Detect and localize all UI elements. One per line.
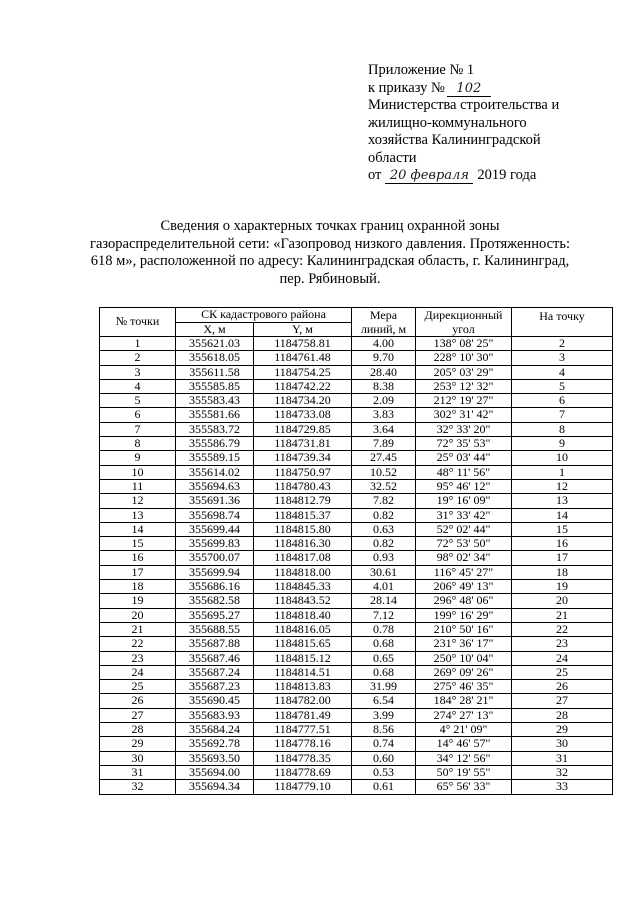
cell-to-point: 27 <box>512 694 613 708</box>
cell-length: 3.64 <box>352 422 416 436</box>
cell-y: 1184843.52 <box>254 594 352 608</box>
cell-length: 30.61 <box>352 565 416 579</box>
cell-point: 28 <box>100 723 176 737</box>
cell-point: 6 <box>100 408 176 422</box>
cell-to-point: 17 <box>512 551 613 565</box>
cell-to-point: 18 <box>512 565 613 579</box>
cell-angle: 210° 50' 16" <box>416 622 512 636</box>
cell-y: 1184733.08 <box>254 408 352 422</box>
cell-length: 28.40 <box>352 365 416 379</box>
cell-to-point: 28 <box>512 708 613 722</box>
appendix-label: Приложение № 1 <box>368 62 475 78</box>
cell-angle: 50° 19' 55" <box>416 765 512 779</box>
cell-y: 1184818.40 <box>254 608 352 622</box>
cell-length: 4.01 <box>352 580 416 594</box>
table-row <box>100 780 613 794</box>
cell-to-point: 26 <box>512 680 613 694</box>
cell-to-point: 8 <box>512 422 613 436</box>
col-header-sk: СК кадастрового района <box>176 308 352 323</box>
table-row <box>100 451 613 465</box>
title-line-4: пер. Рябиновый. <box>279 270 381 287</box>
cell-x: 355692.78 <box>176 737 254 751</box>
boundary-points-table <box>99 307 613 795</box>
cell-x: 355683.93 <box>176 708 254 722</box>
cell-length: 2.09 <box>352 394 416 408</box>
cell-point: 18 <box>100 580 176 594</box>
col-header-y: Y, м <box>254 322 352 337</box>
cell-point: 23 <box>100 651 176 665</box>
cell-angle: 250° 10' 04" <box>416 651 512 665</box>
cell-length: 28.14 <box>352 594 416 608</box>
cell-angle: 34° 12' 56" <box>416 751 512 765</box>
table-row <box>100 422 613 436</box>
cell-x: 355699.94 <box>176 565 254 579</box>
cell-angle: 72° 35' 53" <box>416 437 512 451</box>
cell-x: 355699.83 <box>176 537 254 551</box>
table-row <box>100 551 613 565</box>
cell-x: 355699.44 <box>176 522 254 536</box>
table-row <box>100 680 613 694</box>
table-row <box>100 637 613 651</box>
cell-x: 355694.63 <box>176 479 254 493</box>
cell-point: 1 <box>100 337 176 351</box>
cell-x: 355581.66 <box>176 408 254 422</box>
cell-y: 1184815.65 <box>254 637 352 651</box>
table-row <box>100 723 613 737</box>
table-row <box>100 351 613 365</box>
cell-y: 1184815.80 <box>254 522 352 536</box>
cell-x: 355687.23 <box>176 680 254 694</box>
cell-point: 15 <box>100 537 176 551</box>
table-row <box>100 537 613 551</box>
cell-x: 355687.46 <box>176 651 254 665</box>
table-row <box>100 365 613 379</box>
title-line-1: Сведения о характерных точках границ охранной зоны <box>160 218 500 234</box>
cell-angle: 269° 09' 26" <box>416 665 512 679</box>
cell-point: 3 <box>100 365 176 379</box>
cell-length: 6.54 <box>352 694 416 708</box>
cell-to-point: 9 <box>512 437 613 451</box>
cell-angle: 98° 02' 34" <box>416 551 512 565</box>
cell-length: 7.89 <box>352 437 416 451</box>
ministry-line-4: области <box>368 149 417 166</box>
cell-angle: 52° 02' 44" <box>416 522 512 536</box>
appendix-header <box>368 62 618 185</box>
cell-to-point: 24 <box>512 651 613 665</box>
handwritten-order-number: 102 <box>447 82 491 97</box>
cell-to-point: 13 <box>512 494 613 508</box>
cell-x: 355688.55 <box>176 622 254 636</box>
cell-point: 8 <box>100 437 176 451</box>
cell-y: 1184758.81 <box>254 337 352 351</box>
cell-angle: 205° 03' 29" <box>416 365 512 379</box>
table-row <box>100 494 613 508</box>
cell-x: 355586.79 <box>176 437 254 451</box>
table-row <box>100 479 613 493</box>
cell-length: 4.00 <box>352 337 416 351</box>
cell-y: 1184729.85 <box>254 422 352 436</box>
cell-to-point: 23 <box>512 637 613 651</box>
cell-length: 0.68 <box>352 637 416 651</box>
cell-y: 1184845.33 <box>254 580 352 594</box>
cell-point: 4 <box>100 379 176 393</box>
cell-length: 0.93 <box>352 551 416 565</box>
cell-angle: 274° 27' 13" <box>416 708 512 722</box>
cell-angle: 65° 56' 33" <box>416 780 512 794</box>
cell-angle: 253° 12' 32" <box>416 379 512 393</box>
table-row <box>100 408 613 422</box>
cell-angle: 48° 11' 56" <box>416 465 512 479</box>
cell-y: 1184812.79 <box>254 494 352 508</box>
table-row <box>100 665 613 679</box>
cell-angle: 25° 03' 44" <box>416 451 512 465</box>
cell-to-point: 1 <box>512 465 613 479</box>
cell-angle: 19° 16' 09" <box>416 494 512 508</box>
cell-point: 29 <box>100 737 176 751</box>
cell-to-point: 32 <box>512 765 613 779</box>
cell-angle: 275° 46' 35" <box>416 680 512 694</box>
handwritten-date: 20 февраля <box>385 169 473 184</box>
cell-angle: 231° 36' 17" <box>416 637 512 651</box>
title-line-2: газораспределительной сети: «Газопровод низкого давления. Протяженность: <box>90 235 570 252</box>
cell-x: 355690.45 <box>176 694 254 708</box>
cell-to-point: 12 <box>512 479 613 493</box>
cell-length: 0.61 <box>352 780 416 794</box>
cell-length: 0.68 <box>352 665 416 679</box>
table-row <box>100 565 613 579</box>
cell-y: 1184814.51 <box>254 665 352 679</box>
cell-x: 355686.16 <box>176 580 254 594</box>
cell-point: 7 <box>100 422 176 436</box>
cell-to-point: 6 <box>512 394 613 408</box>
cell-x: 355691.36 <box>176 494 254 508</box>
col-header-angle: Дирекционный угол <box>416 308 512 337</box>
cell-point: 10 <box>100 465 176 479</box>
cell-y: 1184817.08 <box>254 551 352 565</box>
cell-y: 1184754.25 <box>254 365 352 379</box>
cell-x: 355698.74 <box>176 508 254 522</box>
cell-to-point: 14 <box>512 508 613 522</box>
ministry-line-3: хозяйства Калининградской <box>368 132 541 148</box>
order-prefix: к приказу № <box>368 79 445 96</box>
date-prefix: от <box>368 167 382 183</box>
cell-x: 355694.34 <box>176 780 254 794</box>
cell-to-point: 33 <box>512 780 613 794</box>
cell-y: 1184750.97 <box>254 465 352 479</box>
cell-length: 0.63 <box>352 522 416 536</box>
cell-to-point: 31 <box>512 751 613 765</box>
cell-x: 355700.07 <box>176 551 254 565</box>
cell-to-point: 3 <box>512 351 613 365</box>
table-row <box>100 608 613 622</box>
cell-to-point: 2 <box>512 337 613 351</box>
order-line <box>368 80 618 98</box>
cell-y: 1184781.49 <box>254 708 352 722</box>
table-row <box>100 694 613 708</box>
cell-length: 0.65 <box>352 651 416 665</box>
cell-length: 32.52 <box>352 479 416 493</box>
cell-y: 1184780.43 <box>254 479 352 493</box>
cell-x: 355693.50 <box>176 751 254 765</box>
date-line <box>368 167 618 185</box>
ministry-line-2: жилищно-коммунального <box>368 114 527 131</box>
cell-to-point: 22 <box>512 622 613 636</box>
table-row <box>100 522 613 536</box>
cell-length: 0.82 <box>352 508 416 522</box>
date-year: 2019 года <box>477 167 537 183</box>
table-row <box>100 465 613 479</box>
cell-x: 355618.05 <box>176 351 254 365</box>
cell-angle: 302° 31' 42" <box>416 408 512 422</box>
ministry-line-1: Министерства строительства и <box>368 97 560 113</box>
cell-x: 355583.43 <box>176 394 254 408</box>
cell-angle: 14° 46' 57" <box>416 737 512 751</box>
cell-length: 0.78 <box>352 622 416 636</box>
cell-y: 1184734.20 <box>254 394 352 408</box>
cell-point: 11 <box>100 479 176 493</box>
cell-y: 1184742.22 <box>254 379 352 393</box>
cell-length: 7.12 <box>352 608 416 622</box>
cell-length: 31.99 <box>352 680 416 694</box>
cell-length: 10.52 <box>352 465 416 479</box>
cell-length: 0.53 <box>352 765 416 779</box>
cell-length: 0.60 <box>352 751 416 765</box>
cell-x: 355585.85 <box>176 379 254 393</box>
cell-length: 0.74 <box>352 737 416 751</box>
cell-point: 26 <box>100 694 176 708</box>
cell-length: 0.82 <box>352 537 416 551</box>
cell-x: 355687.24 <box>176 665 254 679</box>
cell-to-point: 4 <box>512 365 613 379</box>
cell-y: 1184815.12 <box>254 651 352 665</box>
col-header-x: X, м <box>176 322 254 337</box>
title-line-3: 618 м», расположенной по адресу: Калининградская область, г. Калининград, <box>90 253 570 269</box>
cell-point: 22 <box>100 637 176 651</box>
cell-length: 3.99 <box>352 708 416 722</box>
cell-point: 25 <box>100 680 176 694</box>
col-header-point: № точки <box>100 308 176 337</box>
cell-angle: 32° 33' 20" <box>416 422 512 436</box>
cell-point: 17 <box>100 565 176 579</box>
cell-point: 9 <box>100 451 176 465</box>
cell-y: 1184731.81 <box>254 437 352 451</box>
cell-point: 2 <box>100 351 176 365</box>
cell-y: 1184778.16 <box>254 737 352 751</box>
cell-x: 355614.02 <box>176 465 254 479</box>
cell-y: 1184818.00 <box>254 565 352 579</box>
document-title <box>60 218 600 288</box>
cell-point: 24 <box>100 665 176 679</box>
cell-length: 8.38 <box>352 379 416 393</box>
cell-angle: 72° 53' 50" <box>416 537 512 551</box>
cell-x: 355583.72 <box>176 422 254 436</box>
cell-length: 9.70 <box>352 351 416 365</box>
cell-to-point: 16 <box>512 537 613 551</box>
col-header-to-point: На точку <box>512 308 613 337</box>
cell-point: 16 <box>100 551 176 565</box>
cell-x: 355621.03 <box>176 337 254 351</box>
cell-x: 355589.15 <box>176 451 254 465</box>
cell-to-point: 7 <box>512 408 613 422</box>
cell-point: 27 <box>100 708 176 722</box>
cell-y: 1184779.10 <box>254 780 352 794</box>
cell-angle: 206° 49' 13" <box>416 580 512 594</box>
cell-y: 1184813.83 <box>254 680 352 694</box>
cell-angle: 31° 33' 42" <box>416 508 512 522</box>
cell-angle: 116° 45' 27" <box>416 565 512 579</box>
cell-angle: 4° 21' 09" <box>416 723 512 737</box>
cell-angle: 199° 16' 29" <box>416 608 512 622</box>
cell-to-point: 25 <box>512 665 613 679</box>
cell-point: 32 <box>100 780 176 794</box>
cell-to-point: 29 <box>512 723 613 737</box>
cell-y: 1184816.05 <box>254 622 352 636</box>
cell-point: 19 <box>100 594 176 608</box>
cell-y: 1184816.30 <box>254 537 352 551</box>
cell-to-point: 20 <box>512 594 613 608</box>
table-row <box>100 437 613 451</box>
table-row <box>100 580 613 594</box>
cell-angle: 95° 46' 12" <box>416 479 512 493</box>
table-row <box>100 708 613 722</box>
cell-y: 1184778.35 <box>254 751 352 765</box>
cell-x: 355687.88 <box>176 637 254 651</box>
cell-to-point: 30 <box>512 737 613 751</box>
cell-point: 12 <box>100 494 176 508</box>
cell-point: 30 <box>100 751 176 765</box>
cell-length: 7.82 <box>352 494 416 508</box>
cell-angle: 212° 19' 27" <box>416 394 512 408</box>
cell-point: 21 <box>100 622 176 636</box>
table-row <box>100 337 613 351</box>
table-row <box>100 508 613 522</box>
cell-length: 3.83 <box>352 408 416 422</box>
cell-to-point: 19 <box>512 580 613 594</box>
cell-y: 1184761.48 <box>254 351 352 365</box>
table-row <box>100 594 613 608</box>
cell-point: 20 <box>100 608 176 622</box>
table-row <box>100 751 613 765</box>
cell-y: 1184778.69 <box>254 765 352 779</box>
cell-angle: 138° 08' 25" <box>416 337 512 351</box>
cell-x: 355694.00 <box>176 765 254 779</box>
cell-to-point: 5 <box>512 379 613 393</box>
cell-x: 355684.24 <box>176 723 254 737</box>
cell-point: 31 <box>100 765 176 779</box>
table-row <box>100 622 613 636</box>
table-row <box>100 651 613 665</box>
cell-x: 355611.58 <box>176 365 254 379</box>
cell-point: 13 <box>100 508 176 522</box>
cell-to-point: 15 <box>512 522 613 536</box>
table-row <box>100 379 613 393</box>
cell-point: 5 <box>100 394 176 408</box>
cell-length: 8.56 <box>352 723 416 737</box>
cell-angle: 184° 28' 21" <box>416 694 512 708</box>
cell-angle: 296° 48' 06" <box>416 594 512 608</box>
cell-x: 355682.58 <box>176 594 254 608</box>
cell-y: 1184782.00 <box>254 694 352 708</box>
cell-point: 14 <box>100 522 176 536</box>
table-body <box>100 337 613 795</box>
table-row <box>100 765 613 779</box>
cell-y: 1184815.37 <box>254 508 352 522</box>
table-row <box>100 737 613 751</box>
cell-y: 1184777.51 <box>254 723 352 737</box>
cell-x: 355695.27 <box>176 608 254 622</box>
table-row <box>100 394 613 408</box>
cell-angle: 228° 10' 30" <box>416 351 512 365</box>
col-header-length: Мера линий, м <box>352 308 416 337</box>
cell-to-point: 10 <box>512 451 613 465</box>
cell-y: 1184739.34 <box>254 451 352 465</box>
cell-to-point: 21 <box>512 608 613 622</box>
cell-length: 27.45 <box>352 451 416 465</box>
